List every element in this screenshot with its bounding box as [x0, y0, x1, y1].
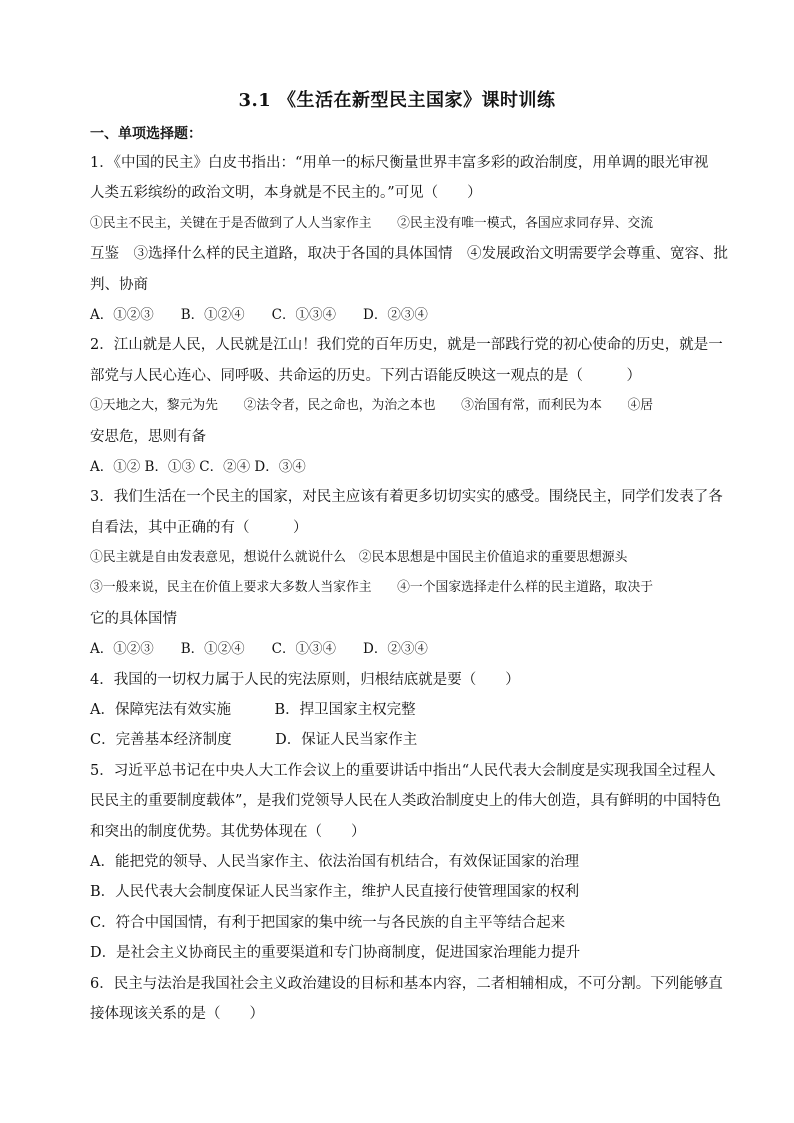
text-line: A．①② B．①③ C．②④ D．③④ — [90, 458, 306, 475]
text-line: 6．民主与法治是我国社会主义政治建设的目标和基本内容，二者相辅相成，不可分割。下列能够直 — [90, 975, 723, 992]
text-line: ①民主不民主，关键在于是否做到了人人当家作主 ②民主没有唯一模式，各国应求同存异、交流 — [90, 215, 654, 231]
document-title: 3.1 《生活在新型民主国家》课时训练 — [238, 90, 556, 111]
text-line: A．①②③ B．①②④ C．①③④ D．②③④ — [90, 306, 428, 323]
text-line: 和突出的制度优势。其优势体现在（ ） — [90, 823, 366, 840]
text-line: 民民主的重要制度载体”，是我们党领导人民在人类政治制度史上的伟大创造，具有鲜明的中国特色 — [90, 793, 721, 810]
section-heading: 一、单项选择题： — [90, 126, 202, 142]
text-line: D．是社会主义协商民主的重要渠道和专门协商制度，促进国家治理能力提升 — [90, 945, 581, 962]
question-list — [90, 148, 728, 1029]
text-line: C．完善基本经济制度 D．保证人民当家作主 — [90, 732, 418, 749]
text-line: 安思危，思则有备 — [90, 428, 206, 445]
text-line: 人类五彩缤纷的政治文明，本身就是不民主的。”可见（ ） — [90, 185, 482, 202]
text-line: 互鉴 ③选择什么样的民主道路，取决于各国的具体国情 ④发展政治文明需要学会尊重、宽容、批 — [90, 246, 728, 263]
text-line: C．符合中国国情，有利于把国家的集中统一与各民族的自主平等结合起来 — [90, 914, 566, 931]
text-line: 部党与人民心连心、同呼吸、共命运的历史。下列古语能反映这一观点的是（ ） — [90, 367, 641, 384]
text-line: 1．《中国的民主》白皮书指出：“用单一的标尺衡量世界丰富多彩的政治制度，用单调的眼光审视 — [90, 155, 709, 171]
text-line: 接体现该关系的是（ ） — [90, 1005, 264, 1022]
text-line: 3．我们生活在一个民主的国家，对民主应该有着更多切切实实的感受。围绕民主，同学们发表了各 — [90, 489, 723, 506]
text-line: 5．习近平总书记在中央人大工作会议上的重要讲话中指出“人民代表大会制度是实现我国全过程人 — [90, 762, 716, 779]
text-line: 4．我国的一切权力属于人民的宪法原则，归根结底就是要（ ） — [90, 671, 520, 688]
text-line: 自看法，其中正确的有（ ） — [90, 519, 308, 536]
text-line: 判、协商 — [90, 276, 148, 293]
text-line: ①民主就是自由发表意见，想说什么就说什么 ②民本思想是中国民主价值追求的重要思想源头 — [90, 550, 628, 566]
text-line: 它的具体国情 — [90, 610, 177, 627]
text-line: ①天地之大，黎元为先 ②法令者，民之命也，为治之本也 ③治国有常，而利民为本 ④居 — [90, 398, 654, 414]
text-line: 2．江山就是人民，人民就是江山！我们党的百年历史，就是一部践行党的初心使命的历史，就是一 — [90, 337, 723, 354]
text-line: A．保障宪法有效实施 B．捍卫国家主权完整 — [90, 702, 416, 719]
text-line: A．能把党的领导、人民当家作主、依法治国有机结合，有效保证国家的治理 — [90, 853, 579, 870]
text-line: A．①②③ B．①②④ C．①③④ D．②③④ — [90, 641, 428, 658]
text-line: B．人民代表大会制度保证人民当家作主，维护人民直接行使管理国家的权利 — [90, 884, 580, 901]
text-line: ③一般来说，民主在价值上要求大多数人当家作主 ④一个国家选择走什么样的民主道路，取决于 — [90, 580, 654, 596]
